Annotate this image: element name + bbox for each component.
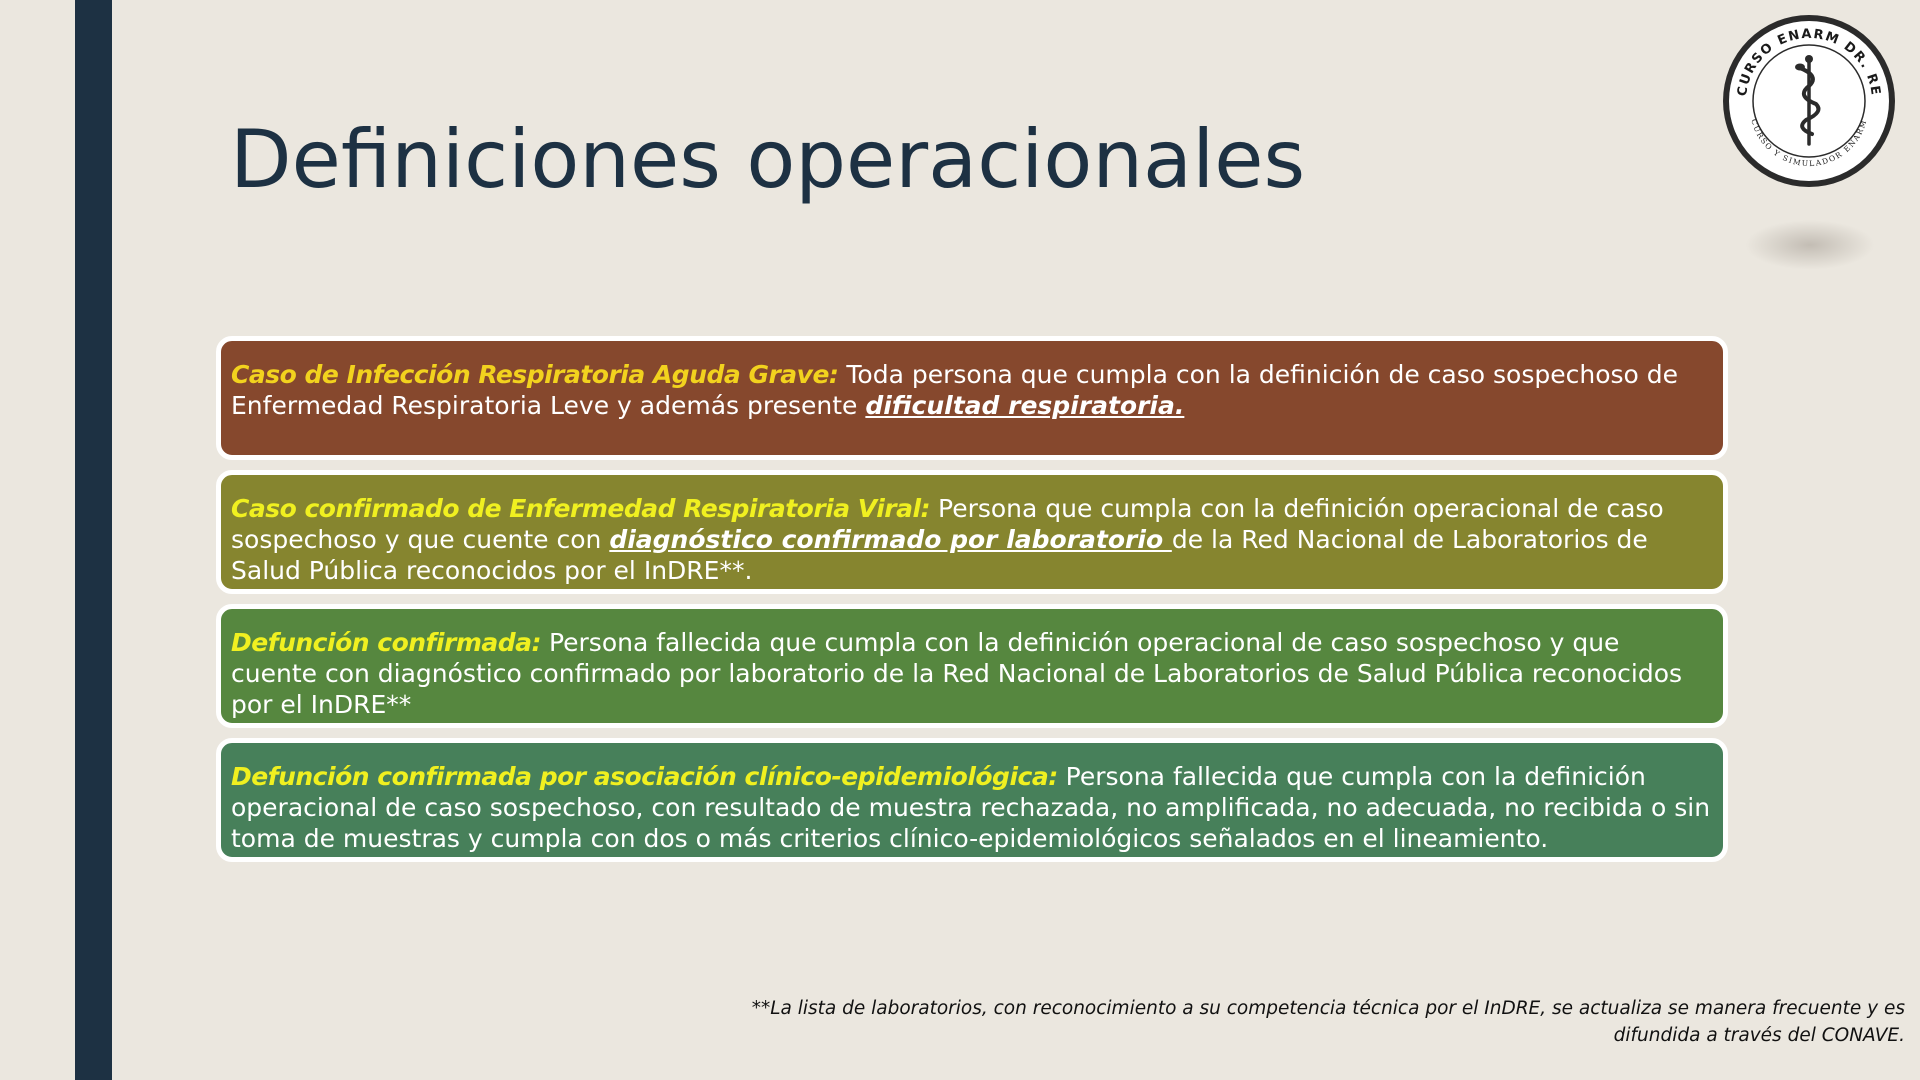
definition-term: Defunción confirmada por asociación clínico-epidemiológica: (231, 762, 1058, 791)
definition-text: Persona fallecida que cumpla con la definición operacional de caso sospechoso y que cuente con diagnóstico confirmado por laboratorio de la Red Nacional de Laboratorios de Salud Pública reconocidos por el InDRE** (231, 628, 1683, 719)
definition-term: Defunción confirmada: (231, 628, 541, 657)
course-logo (1720, 12, 1898, 190)
svg-text:CURSO Y SIMULADOR ENARM: CURSO Y SIMULADOR ENARM (1749, 117, 1869, 169)
definition-text-after: de la Red Nacional de Laboratorios de Salud Pública reconocidos por el InDRE**. (231, 525, 1648, 585)
footnote (605, 995, 1905, 1049)
definition-text: Persona fallecida que cumpla con la definición operacional de caso sospechoso, con resultado de muestra rechazada, no amplificada, no adecuada, no recibida o sin toma de muestras y cumpla con dos o más criterios clínico-epidemiológicos señalados en el lineamiento. (231, 762, 1711, 853)
left-accent-bar (75, 0, 112, 1080)
definitions-list (216, 336, 1728, 862)
definition-box-confirmed-death (216, 604, 1728, 728)
definition-emphasis: diagnóstico confirmado por laboratorio (609, 525, 1172, 554)
definition-text: Toda persona que cumpla con la definición de caso sospechoso de Enfermedad Respiratoria Leve y además presente (231, 360, 1679, 420)
caduceus-seal-icon (1720, 12, 1898, 190)
definition-emphasis: dificultad respiratoria. (865, 391, 1185, 420)
page-title: Definiciones operacionales (230, 113, 1306, 206)
logo-shadow (1745, 220, 1875, 270)
definition-box-confirmed-case (216, 470, 1728, 594)
definition-term: Caso confirmado de Enfermedad Respiratoria Viral: (231, 494, 931, 523)
definition-term: Caso de Infección Respiratoria Aguda Grave: (231, 360, 839, 389)
definition-text: Persona que cumpla con la definición operacional de caso sospechoso y que cuente con (231, 494, 1664, 554)
footnote-line-1: **La lista de laboratorios, con reconocimiento a su competencia técnica por el InDRE, se actualiza se manera frecuente y es (751, 998, 1905, 1019)
footnote-line-2: difundida a través del CONAVE. (1613, 1025, 1905, 1046)
definition-box-iraag (216, 336, 1728, 460)
definition-box-clinical-epi-death (216, 738, 1728, 862)
svg-text:CURSO ENARM DR. RE: CURSO ENARM DR. RE (1735, 26, 1883, 98)
